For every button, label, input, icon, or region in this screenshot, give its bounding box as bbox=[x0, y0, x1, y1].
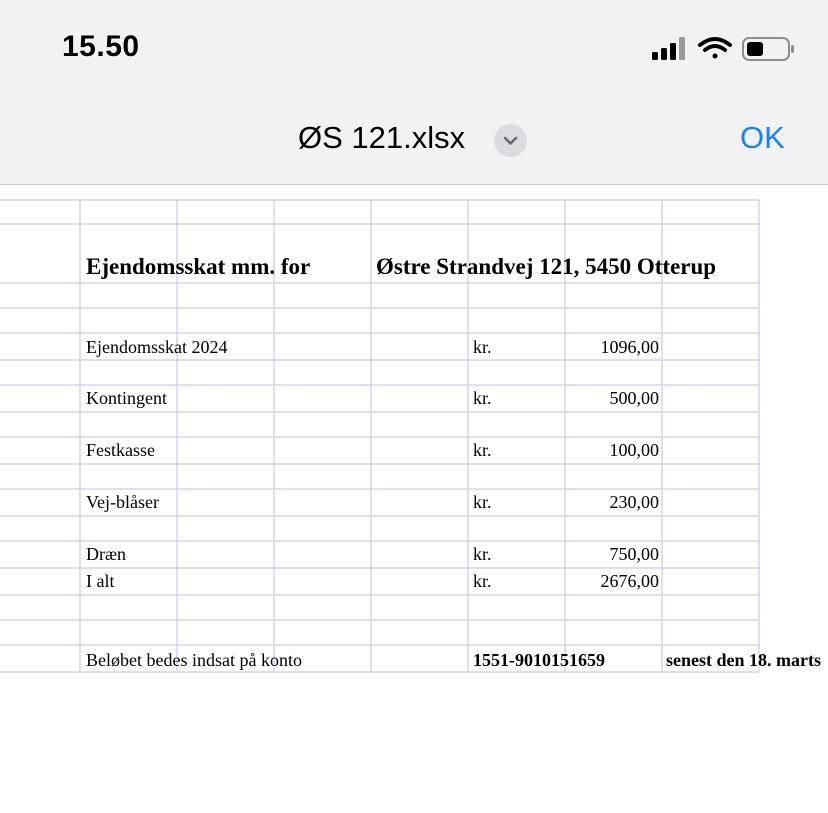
item-label: Kontingent bbox=[86, 388, 167, 408]
title-menu-button[interactable] bbox=[494, 124, 527, 157]
total-amount: 2676,00 bbox=[600, 571, 659, 591]
account-number: 1551-9010151659 bbox=[473, 650, 605, 670]
document-title: ØS 121.xlsx bbox=[298, 120, 466, 155]
status-icons bbox=[650, 34, 800, 64]
app-header bbox=[0, 0, 828, 185]
item-label: Festkasse bbox=[86, 440, 155, 460]
item-currency: kr. bbox=[473, 337, 492, 357]
item-label: Ejendomsskat 2024 bbox=[86, 337, 228, 357]
wifi-icon bbox=[700, 39, 730, 59]
item-amount: 100,00 bbox=[609, 440, 659, 460]
total-label: I alt bbox=[86, 571, 115, 591]
spreadsheet-view[interactable] bbox=[0, 185, 828, 813]
item-amount: 1096,00 bbox=[600, 337, 659, 357]
item-amount: 230,00 bbox=[609, 492, 659, 512]
status-time: 15.50 bbox=[62, 30, 140, 63]
sheet-title-left: Ejendomsskat mm. for bbox=[86, 254, 311, 279]
item-currency: kr. bbox=[473, 544, 492, 564]
item-currency: kr. bbox=[473, 440, 492, 460]
item-label: Dræn bbox=[86, 544, 126, 564]
cellular-signal-icon bbox=[652, 37, 685, 60]
payment-instruction: Beløbet bedes indsat på konto bbox=[86, 650, 302, 670]
battery-icon bbox=[743, 38, 794, 60]
sheet-title-right: Østre Strandvej 121, 5450 Otterup bbox=[376, 254, 717, 279]
item-currency: kr. bbox=[473, 388, 492, 408]
total-currency: kr. bbox=[473, 571, 492, 591]
item-amount: 750,00 bbox=[609, 544, 659, 564]
payment-deadline: senest den 18. marts bbox=[666, 650, 821, 670]
item-currency: kr. bbox=[473, 492, 492, 512]
ok-button[interactable]: OK bbox=[740, 120, 785, 155]
item-amount: 500,00 bbox=[609, 388, 659, 408]
item-label: Vej-blåser bbox=[86, 492, 159, 512]
chevron-down-icon bbox=[494, 124, 527, 157]
